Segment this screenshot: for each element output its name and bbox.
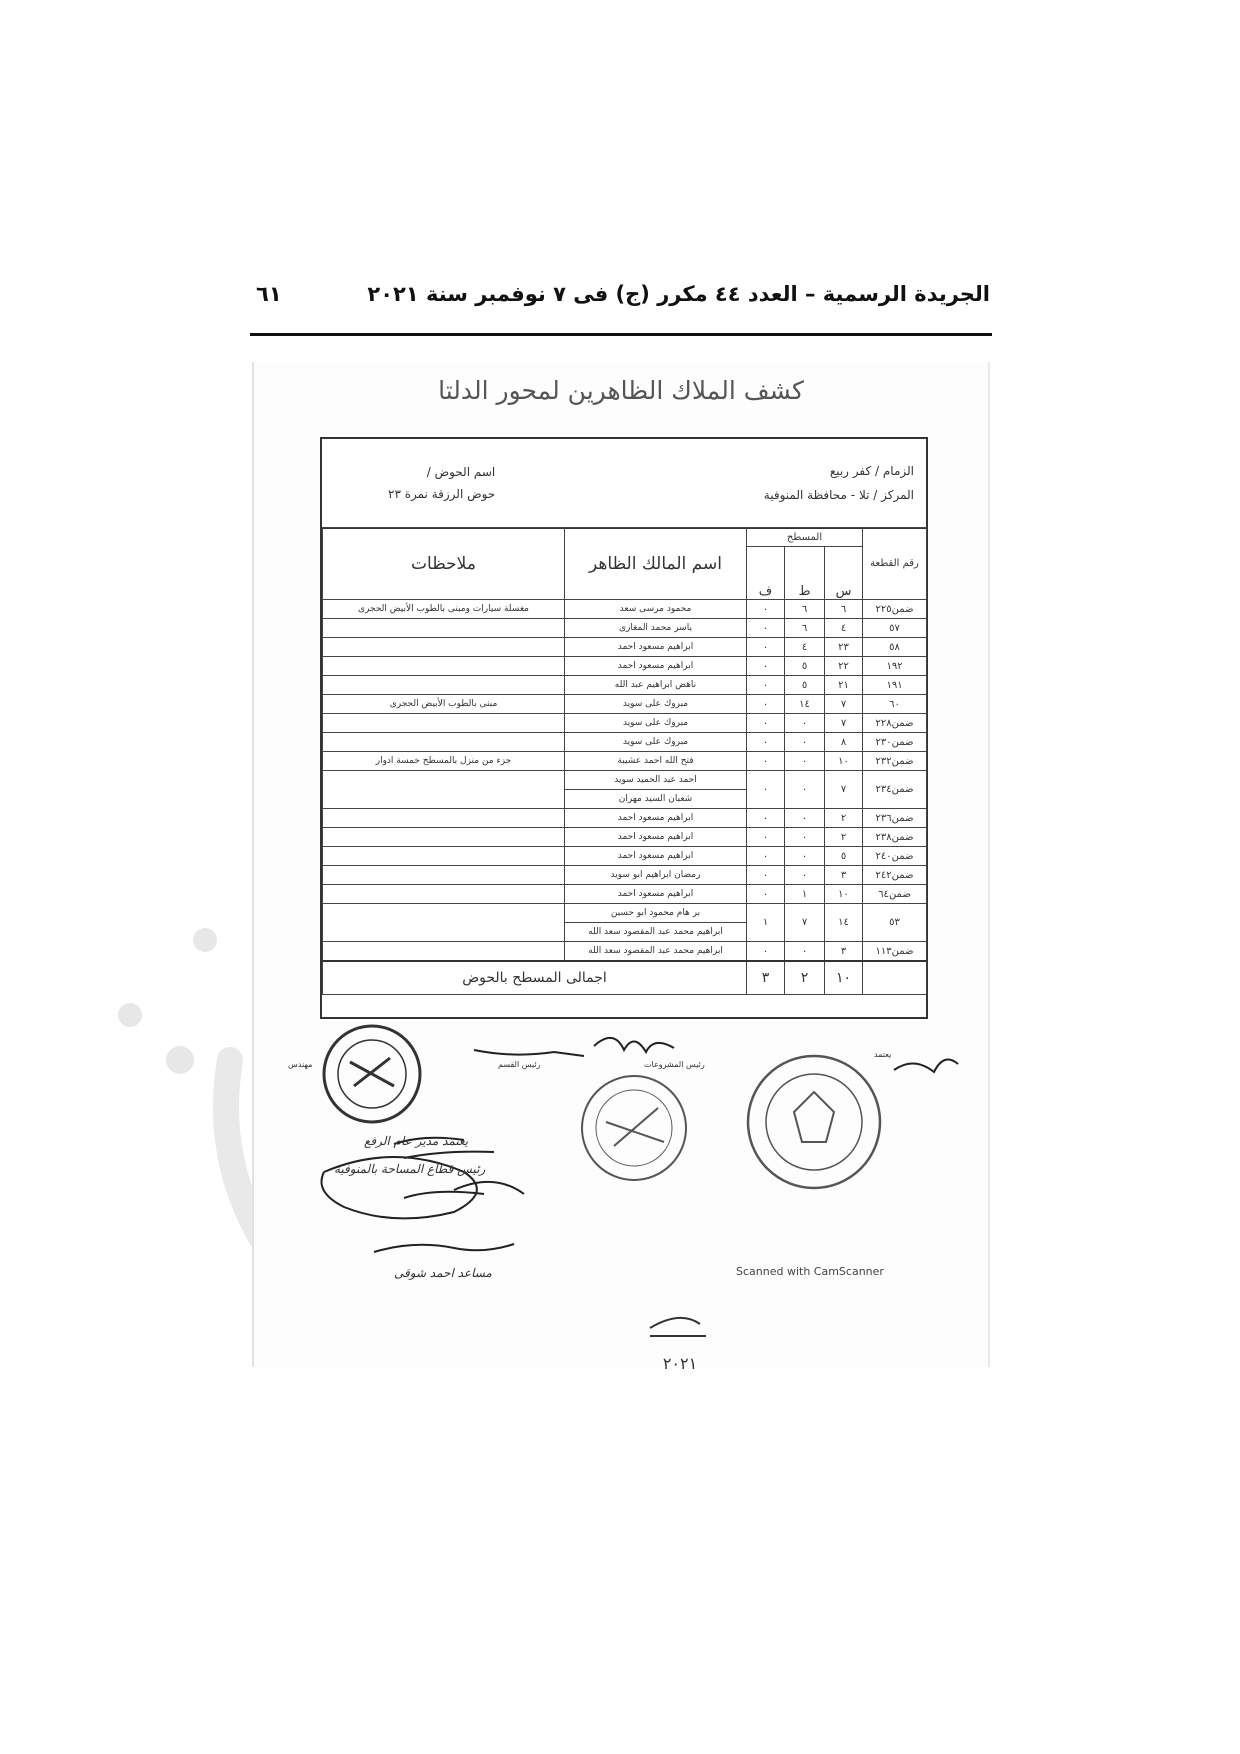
sahm-cell: ٢ (825, 809, 863, 828)
qirat-cell: ١٤ (785, 695, 825, 714)
qirat-cell: ١ (785, 885, 825, 904)
table-row (323, 771, 927, 790)
col-area: المسطح (747, 528, 863, 547)
total-blank (863, 961, 927, 995)
table-row (323, 676, 927, 695)
bottom-mark (640, 1310, 720, 1373)
note-cell (323, 714, 565, 733)
project-head-label: رئيس المشروعات (644, 1060, 705, 1069)
sahm-cell: ١٠ (825, 885, 863, 904)
parcel-cell: ضمن٢٣٤ (863, 771, 927, 809)
note-cell (323, 638, 565, 657)
feddan-cell: ٠ (747, 809, 785, 828)
col-notes: ملاحظات (323, 528, 565, 600)
col-owner: اسم المالك الظاهر (565, 528, 747, 600)
sahm-cell: ٣ (825, 942, 863, 962)
feddan-cell: ٠ (747, 714, 785, 733)
qirat-cell: ٦ (785, 600, 825, 619)
owner-cell: ابراهيم مسعود احمد (565, 885, 747, 904)
parcel-cell: ضمن٢٣٦ (863, 809, 927, 828)
stamp-right (748, 1056, 880, 1188)
qirat-cell: ٦ (785, 619, 825, 638)
hod-value: حوض الرزقة نمرة ٢٣ (388, 487, 496, 501)
qirat-cell: ٠ (785, 714, 825, 733)
feddan-cell: ١ (747, 904, 785, 942)
table-row (323, 695, 927, 714)
owner-cell: ابراهيم مسعود احمد (565, 638, 747, 657)
parcel-cell: ٥٣ (863, 904, 927, 942)
qirat-cell: ٧ (785, 904, 825, 942)
col-sahm: س (825, 547, 863, 600)
location-info (764, 459, 914, 507)
sahm-cell: ٢٢ (825, 657, 863, 676)
sahm-cell: ١٤ (825, 904, 863, 942)
owner-cell: مبروك على سويد (565, 733, 747, 752)
stamp-left (324, 1026, 420, 1122)
owners-sheet (320, 437, 928, 1019)
col-parcel-no: رقم القطعة (863, 528, 927, 600)
note-cell (323, 676, 565, 695)
parcel-cell: ٥٨ (863, 638, 927, 657)
qirat-cell: ٠ (785, 809, 825, 828)
table-row (323, 619, 927, 638)
parcel-cell: ضمن٢٢٥ (863, 600, 927, 619)
owner-cell: رمضان ابراهيم ابو سويد (565, 866, 747, 885)
hod-info (388, 461, 495, 505)
feddan-cell: ٠ (747, 942, 785, 962)
total-feddan: ٣ (747, 961, 785, 995)
sahm-cell: ٢ (825, 828, 863, 847)
note-cell (323, 866, 565, 885)
table-row (323, 847, 927, 866)
parcel-cell: ضمن١١٣ (863, 942, 927, 962)
sheet-info (322, 439, 926, 529)
section-head-label: رئيس القسم (498, 1060, 541, 1069)
handwritten-line-1: يعتمد مدير عام الرفع (364, 1134, 469, 1148)
handwritten-line-3: مساعد احمد شوقى (394, 1266, 492, 1280)
owner-cell: ابراهيم مسعود احمد (565, 657, 747, 676)
table-row (323, 714, 927, 733)
owner-cell: احمد عبد الحميد سويد (565, 771, 747, 790)
parcel-cell: ١٩١ (863, 676, 927, 695)
col-feddan: ف (747, 547, 785, 600)
parcel-cell: ١٩٢ (863, 657, 927, 676)
qirat-cell: ٤ (785, 638, 825, 657)
sahm-cell: ٦ (825, 600, 863, 619)
owner-cell: فتح الله احمد عشيبة (565, 752, 747, 771)
parcel-cell: ضمن٦٤ (863, 885, 927, 904)
table-row (323, 600, 927, 619)
note-cell (323, 809, 565, 828)
table-row (323, 733, 927, 752)
signatures-graphic (254, 1022, 988, 1362)
owner-cell: ناهض ابراهيم عبد الله (565, 676, 747, 695)
document-title: كشف الملاك الظاهرين لمحور الدلتا (438, 376, 804, 405)
gazette-title: الجريدة الرسمية – العدد ٤٤ مكرر (ج) فى ٧ نوفمبر سنة ٢٠٢١ (367, 282, 990, 306)
sahm-cell: ٢٣ (825, 638, 863, 657)
qirat-cell: ٠ (785, 866, 825, 885)
table-row (323, 885, 927, 904)
note-cell (323, 619, 565, 638)
parcel-cell: ٥٧ (863, 619, 927, 638)
markaz-label: المركز / تلا - محافظة المنوفية (763, 488, 914, 502)
sahm-cell: ٣ (825, 866, 863, 885)
feddan-cell: ٠ (747, 885, 785, 904)
owner-cell: ابراهيم مسعود احمد (565, 809, 747, 828)
bottom-mark-scribble (640, 1310, 720, 1350)
scanned-document (252, 362, 990, 1367)
note-cell (323, 733, 565, 752)
sahm-cell: ٨ (825, 733, 863, 752)
sahm-cell: ٢١ (825, 676, 863, 695)
owner-cell: شعبان السيد مهران (565, 790, 747, 809)
gazette-header (250, 282, 990, 322)
feddan-cell: ٠ (747, 619, 785, 638)
sahm-cell: ٧ (825, 771, 863, 809)
parcel-cell: ٦٠ (863, 695, 927, 714)
note-cell (323, 828, 565, 847)
total-qirat: ٢ (785, 961, 825, 995)
owners-table-body (323, 600, 927, 962)
table-row (323, 828, 927, 847)
owner-cell: مبروك على سويد (565, 695, 747, 714)
total-row (323, 961, 927, 995)
qirat-cell: ٠ (785, 942, 825, 962)
note-cell (323, 657, 565, 676)
owner-cell: مبروك على سويد (565, 714, 747, 733)
feddan-cell: ٠ (747, 600, 785, 619)
note-cell (323, 847, 565, 866)
owner-cell: ابراهيم مسعود احمد (565, 828, 747, 847)
engineer-label: مهندس (288, 1060, 313, 1069)
note-cell (323, 885, 565, 904)
table-row (323, 657, 927, 676)
parcel-cell: ضمن٢٤٢ (863, 866, 927, 885)
parcel-cell: ضمن٢٤٠ (863, 847, 927, 866)
feddan-cell: ٠ (747, 752, 785, 771)
qirat-cell: ٥ (785, 657, 825, 676)
feddan-cell: ٠ (747, 847, 785, 866)
bottom-mark-year: ٢٠٢١ (662, 1354, 698, 1373)
sahm-cell: ٥ (825, 847, 863, 866)
table-row (323, 904, 927, 923)
sahm-cell: ٤ (825, 619, 863, 638)
note-cell: جزء من منزل بالمسطح خمسة ادوار (323, 752, 565, 771)
total-label: اجمالى المسطح بالحوض (323, 961, 747, 995)
feddan-cell: ٠ (747, 695, 785, 714)
parcel-cell: ضمن٢٢٨ (863, 714, 927, 733)
owner-cell: محمود مرسى سعد (565, 600, 747, 619)
stamp-middle (582, 1076, 686, 1180)
feddan-cell: ٠ (747, 638, 785, 657)
signatures-area (254, 1022, 988, 1362)
sahm-cell: ٧ (825, 714, 863, 733)
feddan-cell: ٠ (747, 657, 785, 676)
qirat-cell: ٠ (785, 733, 825, 752)
handwritten-line-2: رئيس قطاع المساحة بالمنوفية (334, 1162, 486, 1176)
zimam-label: الزمام / كفر ربيع (829, 464, 914, 478)
owner-cell: ابراهيم محمد عبد المقصود سعد الله (565, 942, 747, 962)
feddan-cell: ٠ (747, 866, 785, 885)
hod-label: اسم الحوض / (426, 465, 496, 479)
feddan-cell: ٠ (747, 733, 785, 752)
owners-table (322, 527, 927, 995)
parcel-cell: ضمن٢٣٨ (863, 828, 927, 847)
owner-cell: ابراهيم محمد عبد المقصود سعد الله (565, 923, 747, 942)
feddan-cell: ٠ (747, 828, 785, 847)
parcel-cell: ضمن٢٣٢ (863, 752, 927, 771)
table-row (323, 866, 927, 885)
qirat-cell: ٠ (785, 771, 825, 809)
qirat-cell: ٠ (785, 828, 825, 847)
owner-cell: ابراهيم مسعود احمد (565, 847, 747, 866)
owner-cell: ياسر محمد المغازى (565, 619, 747, 638)
owner-cell: بر هام محمود ابو حسين (565, 904, 747, 923)
reviewed-label: يعتمد (874, 1050, 892, 1059)
page-number: ٦١ (256, 282, 282, 306)
table-row (323, 638, 927, 657)
note-cell (323, 942, 565, 962)
note-cell (323, 771, 565, 809)
table-row (323, 942, 927, 962)
header-rule (250, 333, 992, 336)
feddan-cell: ٠ (747, 676, 785, 695)
qirat-cell: ٠ (785, 752, 825, 771)
scanner-note: Scanned with CamScanner (736, 1265, 884, 1278)
table-row (323, 752, 927, 771)
qirat-cell: ٠ (785, 847, 825, 866)
parcel-cell: ضمن٢٣٠ (863, 733, 927, 752)
col-qirat: ط (785, 547, 825, 600)
note-cell: مغسلة سيارات ومبنى بالطوب الأبيض الحجرى (323, 600, 565, 619)
feddan-cell: ٠ (747, 771, 785, 809)
qirat-cell: ٥ (785, 676, 825, 695)
sahm-cell: ٧ (825, 695, 863, 714)
sahm-cell: ١٠ (825, 752, 863, 771)
note-cell (323, 904, 565, 942)
note-cell: مبنى بالطوب الأبيض الحجرى (323, 695, 565, 714)
total-sahm: ١٠ (825, 961, 863, 995)
table-row (323, 809, 927, 828)
